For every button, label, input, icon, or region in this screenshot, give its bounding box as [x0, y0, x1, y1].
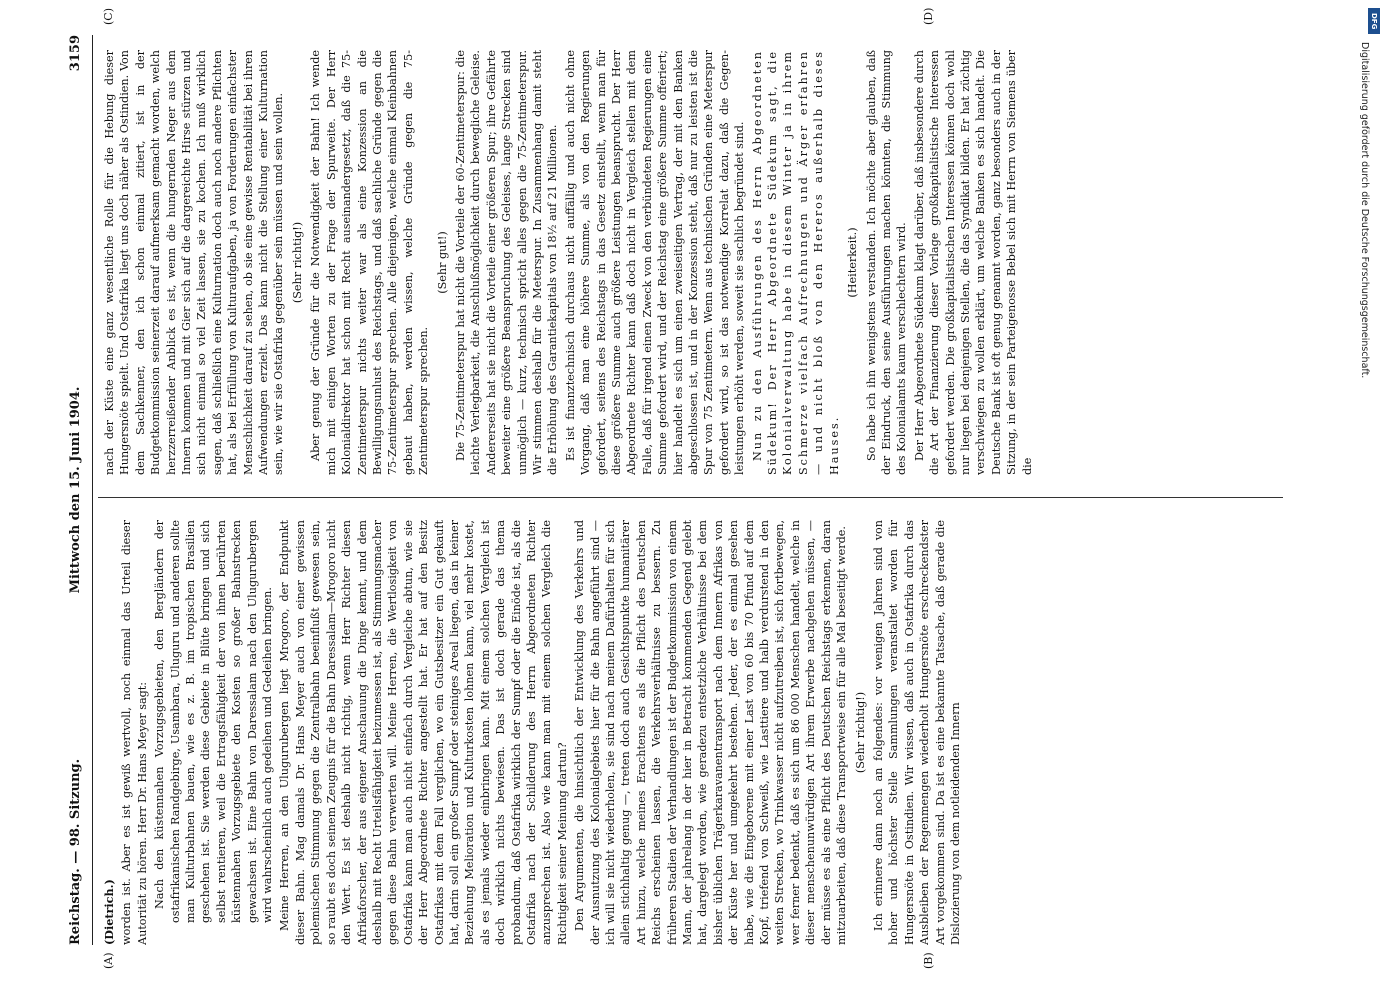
- paragraph: Der Herr Abgeordnete Südekum klagt darüber, daß insbesondere durch die Art der Finanzierung dieser Vorlage großkapitalistische Interessen gefordert werden. Die großkapitalistischen Interessen können doch wohl nur liegen bei denjenigen Stellen, die das Syndikat bilden. Er hat züchtig verschwiegen zu wollen erklärt, um welche Banken es sich handelt. Die Deutsche Bank ist oft genug genannt worden, ganz besonders auch in der Sitzung, in der sein Parteigenosse Bebel sich mit Herrn von Siemens über die: [912, 50, 1034, 475]
- applause-note: (Sehr richtig!): [853, 691, 867, 774]
- paragraph: So habe ich ihn wenigstens verstanden. Ich möchte aber glauben, daß der Eindruck, den seine Ausführungen machen könnten, die Stimmung des Kolonialamts kaum verschlechtern wird.: [864, 50, 909, 475]
- applause-note: (Heiterkeit.): [846, 227, 860, 298]
- paragraph: Ich erinnere dann noch an folgendes: vor wenigen Jahren sind von hoher und höchster Stelle Sammlungen veranstaltet worden für Hungersnöte in Ostindien. Wir wissen, daß auch in Ostafrika durch das Ausbleiben der Regenmengen wiederholt Hungersnöte erschreckendster Art vorgekommen sind. Da ist es eine bekannte Tatsache, daß gerade die Dislozierung von dem notleidenden Innern: [871, 520, 962, 945]
- digitization-credit: [1358, 12, 1370, 992]
- applause-note: (Sehr gut!): [435, 231, 449, 294]
- paragraph: Nun zu den Ausführungen des Herrn Abgeordneten Südekum! Der Herr Abgeordnete Südekum sagt, die Kolonialverwaltung habe in diesem Winter ja in ihrem Schmerze vielfach Aufrechnungen und Ärger erfahren — und nicht bloß von den Hereros außerhalb dieses Hauses.: [750, 50, 841, 475]
- margin-mark-b: (B): [922, 952, 935, 969]
- applause-note: (Sehr richtig!): [290, 221, 304, 304]
- paragraph: nach der Küste eine ganz wesentliche Rolle für die Hebung dieser Hungersnöte spielt. Und Ostafrika liegt uns doch näher als Ostindien. Von dem Sachkenner, den ich schon einmal zitiert, ist in der Budgetkommission seinerzeit darauf aufmerksam gemacht worden, welch herzzerreißender Anblick es ist, wenn die hungernden Neger aus dem Innern kommen und mit Gier sich auf die dargereichte Hirse stürzen und sich nicht einmal so viel Zeit lassen, sie zu kochen. Ich muß wirklich sagen, daß schließlich eine Kulturnation doch auch noch andere Pflichten hat, als bei Erfüllung von Kulturaufgaben, ja von Forderungen einfachster Menschlichkeit darauf zu sehen, ob sie eine gewisse Rentabilität bei ihren Aufwendungen erzielt. Das kann nicht die Stellung einer Kulturnation sein, wie wir sie Ostafrika gegenüber sein müssen und sein wollen.: [103, 50, 286, 475]
- document-page: [62, 7, 1302, 969]
- margin-mark-d: (D): [922, 7, 935, 25]
- page-header: [62, 35, 90, 945]
- credit-text: Digitalisierung gefördert durch die Deutsche Forschungsgemeinschaft.: [1359, 42, 1370, 379]
- header-left: Reichstag. — 98. Sitzung.: [68, 758, 83, 945]
- paragraph: Meine Herren, an den Ulugurubergen liegt Mrogoro, der Endpunkt dieser Bahn. Mag damals Dr. Hans Meyer auch von einer gewissen polemischen Stimmung gegen die Zentralbahn beeinflußt gewesen sein, so raubt es doch seinem Zeugnis für die Bahn Daressalam—Mrogoro nicht den Wert. Es ist deshalb nicht richtig, wenn Herr Richter diesen Afrikaforscher, der aus eigener Anschauung die Dinge kennt, und dem deshalb mit Recht Urteilsfähigkeit beizumessen ist, als Stimmungsmacher gegen diese Bahn verwerten will. Meine Herren, die Wertlosigkeit von Ostafrika kann man auch nicht einfach durch Vergleiche abtun, wie sie der Herr Abgeordnete Richter angestellt hat. Er hat auf den Besitz Ostafrikas mit dem Fall verglichen, wo ein Gutsbesitzer ein Gut gekauft hat, darin soll ein großer Sumpf oder steiniges Areal liegen, das in keiner Beziehung Melioration und Kulturkosten lohnen kann, viel mehr kostet, als es jemals wieder einbringen kann. Mit einem solchen Vergleich ist doch wirklich nichts bewiesen. Das ist doch gerade das thema probandum, daß Ostafrika wirklich der Sumpf oder die Einöde ist, als die Ostafrika nach der Schilderung des Herrn Abgeordneten Richter anzusprechen ist. Also wie kann man mit einem solchen Vergleich die Richtigkeit seiner Meinung dartun?: [278, 520, 569, 945]
- header-rule: [92, 35, 93, 945]
- speaker-tag: (Dietrich.): [102, 879, 116, 945]
- paragraph: Die 75-Zentimeterspur hat nicht die Vorteile der 60-Zentimeterspur: die leichte Verlegbarkeit, die Anschlußmöglichkeit durch bewegliche Geleise. Andererseits hat sie nicht die Vorteile einer größeren Spur; ihre Gefährte beweiter eine größere Beanspruchung des Geleises, lange Strecken sind unmöglich — kurz, technisch spricht alles gegen die 75-Zentimeterspur. Wir stimmen deshalb für die Meterspur. In Zusammenhang damit steht die Erhöhung des Garantiekapitals von 18½ auf 21 Millionen.: [453, 50, 560, 475]
- header-date: Mittwoch den 15. Juni 1904.: [68, 386, 83, 594]
- paragraph: Den Argumenten, die hinsichtlich der Entwicklung des Verkehrs und der Ausnutzung des Kolonialgebiets hier für die Bahn angeführt sind — ich will sie nicht wiederholen, sie sind nach meinem Dafürhalten für sich allein stichhaltig genug —, treten doch auch Gesichtspunkte humanitärer Art hinzu, welche meines Erachtens es als die Pflicht des Deutschen Reichs erscheinen lassen, die Verkehrsverhältnisse zu bessern. Zu früheren Stadien der Verhandlungen ist der Budgetkommission von einem Mann, der jahrelang in der hier in Betracht kommenden Gegend gelebt hat, dargelegt worden, wie geradezu entsetzliche Verhältnisse bei dem bisher üblichen Trägerkaravanentransport nach dem Innern Afrikas von der Küste her und umgekehrt bestehen. Jeder, der es einmal gesehen habe, wie die Eingeborene mit einer Last von 60 bis 70 Pfund auf dem Kopf, triefend von Schweiß, wie Lasttiere und halb verdurstend in den weiten Strecken, wo Trinkwasser nicht aufzutreiben ist, sich fortbewegen, wer ferner bedenkt, daß es sich um 86 000 Menschen handelt, welche in dieser menschenunwürdigen Art ihrem Erwerbe nachgehen müssen, — der müsse es als eine Pflicht des Deutschen Reichstags erkennen, daran mitzuarbeiten, daß diese Transportweise ein für alle Mal beseitigt werde.: [573, 520, 849, 945]
- right-column: [102, 50, 1272, 475]
- dfg-logo: DFG: [1368, 8, 1380, 34]
- left-column: [102, 520, 1272, 945]
- margin-mark-c: (C): [102, 8, 115, 25]
- paragraph: worden ist. Aber es ist gewiß wertvoll, noch einmal das Urteil dieser Autorität zu hören. Herr Dr. Hans Meyer sagt:: [120, 520, 149, 945]
- paragraph: Aber genug der Gründe für die Notwendigkeit der Bahn! Ich wende mich mit einigen Worten zu der Frage der Spurweite. Der Herr Kolonialdirektor hat schon mit Recht auseinandergesetzt, daß die 75-Zentimeterspur nichts weiter war als eine Konzession an die Bewilligungsunlust des Reichstags, und daß sachliche Gründe gegen die 75-Zentimeterspur sprechen. Alle diejenigen, welche einmal Kleinbahnen gebaut haben, werden wissen, welche Gründe gegen die 75-Zentimeterspur sprechen.: [309, 50, 431, 475]
- column-divider: [98, 497, 1283, 498]
- quotation: Nach den küstennahen Vorzugsgebieten, den Bergländern der ostafrikanischen Randgebirge, Usambara, Uluguru und anderen sollte man Kulturbahnen bauen, wie es z. B. im tropischen Brasilien geschehen ist. Sie werden diese Gebiete in Blüte bringen und sich selbst rentieren, weil die Ertragsfähigkeit der von ihnen berührten küstennahen Vorzugsgebiete den Kosten so großer Bahnstrecken gewachsen ist. Eine Bahn von Daressalam nach den Ulugurubergen wird wahrscheinlich auch gedeihen und Gedeihen bringen.: [153, 520, 275, 923]
- margin-mark-a: (A): [102, 952, 115, 969]
- paragraph: Es ist finanztechnisch durchaus nicht auffällig und auch nicht ohne Vorgang, daß man eine höhere Summe, als von den Regierungen gefordert, seitens des Reichstags in das Gesetz einstellt, wenn man für diese größere Summe auch größere Leistungen beansprucht. Der Herr Abgeordnete Richter kann daß doch nicht in Vergleich stellen mit dem Falle, daß für irgend einen Zweck von den verbündeten Regierungen eine Summe gefordert wird, und der Reichstag eine größere Summe offeriert; hier handelt es sich um einen zweiseitigen Vertrag, der mit den Banken abgeschlossen ist, und in der Konzession steht, daß nur zu leisten ist die Spur von 75 Zentimetern. Wenn aus technischen Gründen eine Meterspur gefordert wird, so ist das notwendige Korrelat dazu, daß die Gegenleistungen erhöht werden, soweit sie sachlich begründet sind.: [563, 50, 747, 475]
- page-number: 3159: [68, 35, 83, 72]
